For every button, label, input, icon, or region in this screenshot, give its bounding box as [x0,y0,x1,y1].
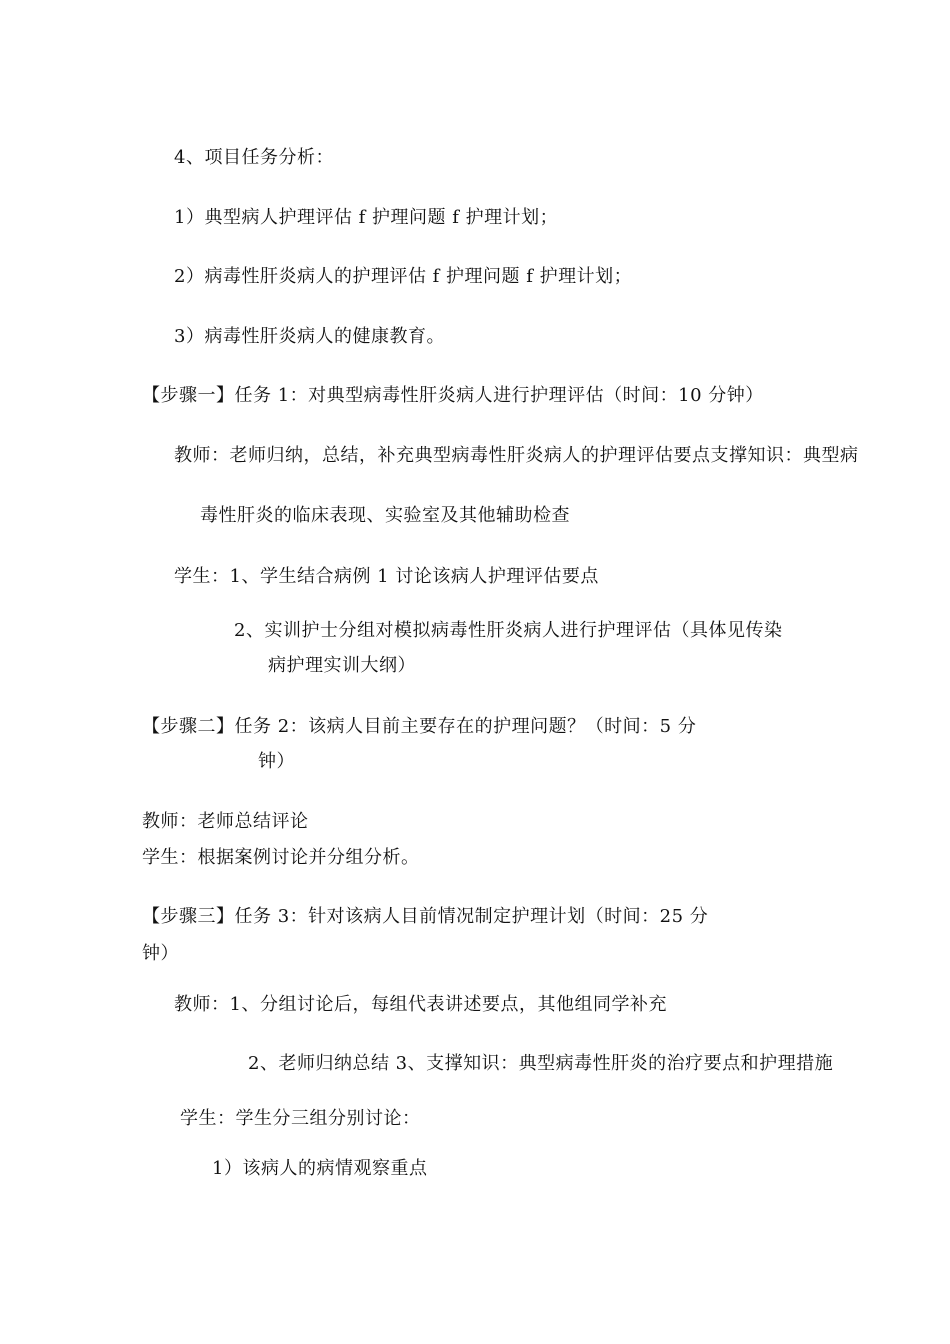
step-one-teacher-cont: 毒性肝炎的临床表现、实验室及其他辅助检查 [200,505,570,526]
step-two-heading: 【步骤二】任务 2：该病人目前主要存在的护理问题？（时间：5 分 [142,716,697,737]
step-two-heading-cont: 钟） [258,751,295,772]
section-heading: 4、项目任务分析： [174,147,334,168]
step-three-student: 学生：学生分三组分别讨论： [180,1108,421,1129]
step-three-teacher: 教师：1、分组讨论后，每组代表讲述要点，其他组同学补充 [174,994,667,1015]
step-three-student-item-1: 1）该病人的病情观察重点 [212,1158,428,1179]
step-one-student: 学生：1、学生结合病例 1 讨论该病人护理评估要点 [174,566,599,587]
task-item-1: 1）典型病人护理评估 f 护理问题 f 护理计划； [174,207,559,228]
step-one-student-2-cont: 病护理实训大纲） [268,655,416,676]
step-two-teacher: 教师：老师总结评论 [142,811,309,832]
step-one-heading: 【步骤一】任务 1：对典型病毒性肝炎病人进行护理评估（时间：10 分钟） [142,385,764,406]
step-three-heading: 【步骤三】任务 3：针对该病人目前情况制定护理计划（时间：25 分 [142,906,709,927]
step-three-heading-cont: 钟） [142,943,179,964]
step-three-teacher-2: 2、老师归纳总结 3、支撑知识：典型病毒性肝炎的治疗要点和护理措施 [248,1053,834,1074]
step-two-student: 学生：根据案例讨论并分组分析。 [142,847,420,868]
step-one-teacher: 教师：老师归纳，总结，补充典型病毒性肝炎病人的护理评估要点支撑知识：典型病 [174,445,859,466]
task-item-3: 3）病毒性肝炎病人的健康教育。 [174,326,445,347]
task-item-2: 2）病毒性肝炎病人的护理评估 f 护理问题 f 护理计划； [174,266,633,287]
step-one-student-2: 2、实训护士分组对模拟病毒性肝炎病人进行护理评估（具体见传染 [234,620,783,641]
